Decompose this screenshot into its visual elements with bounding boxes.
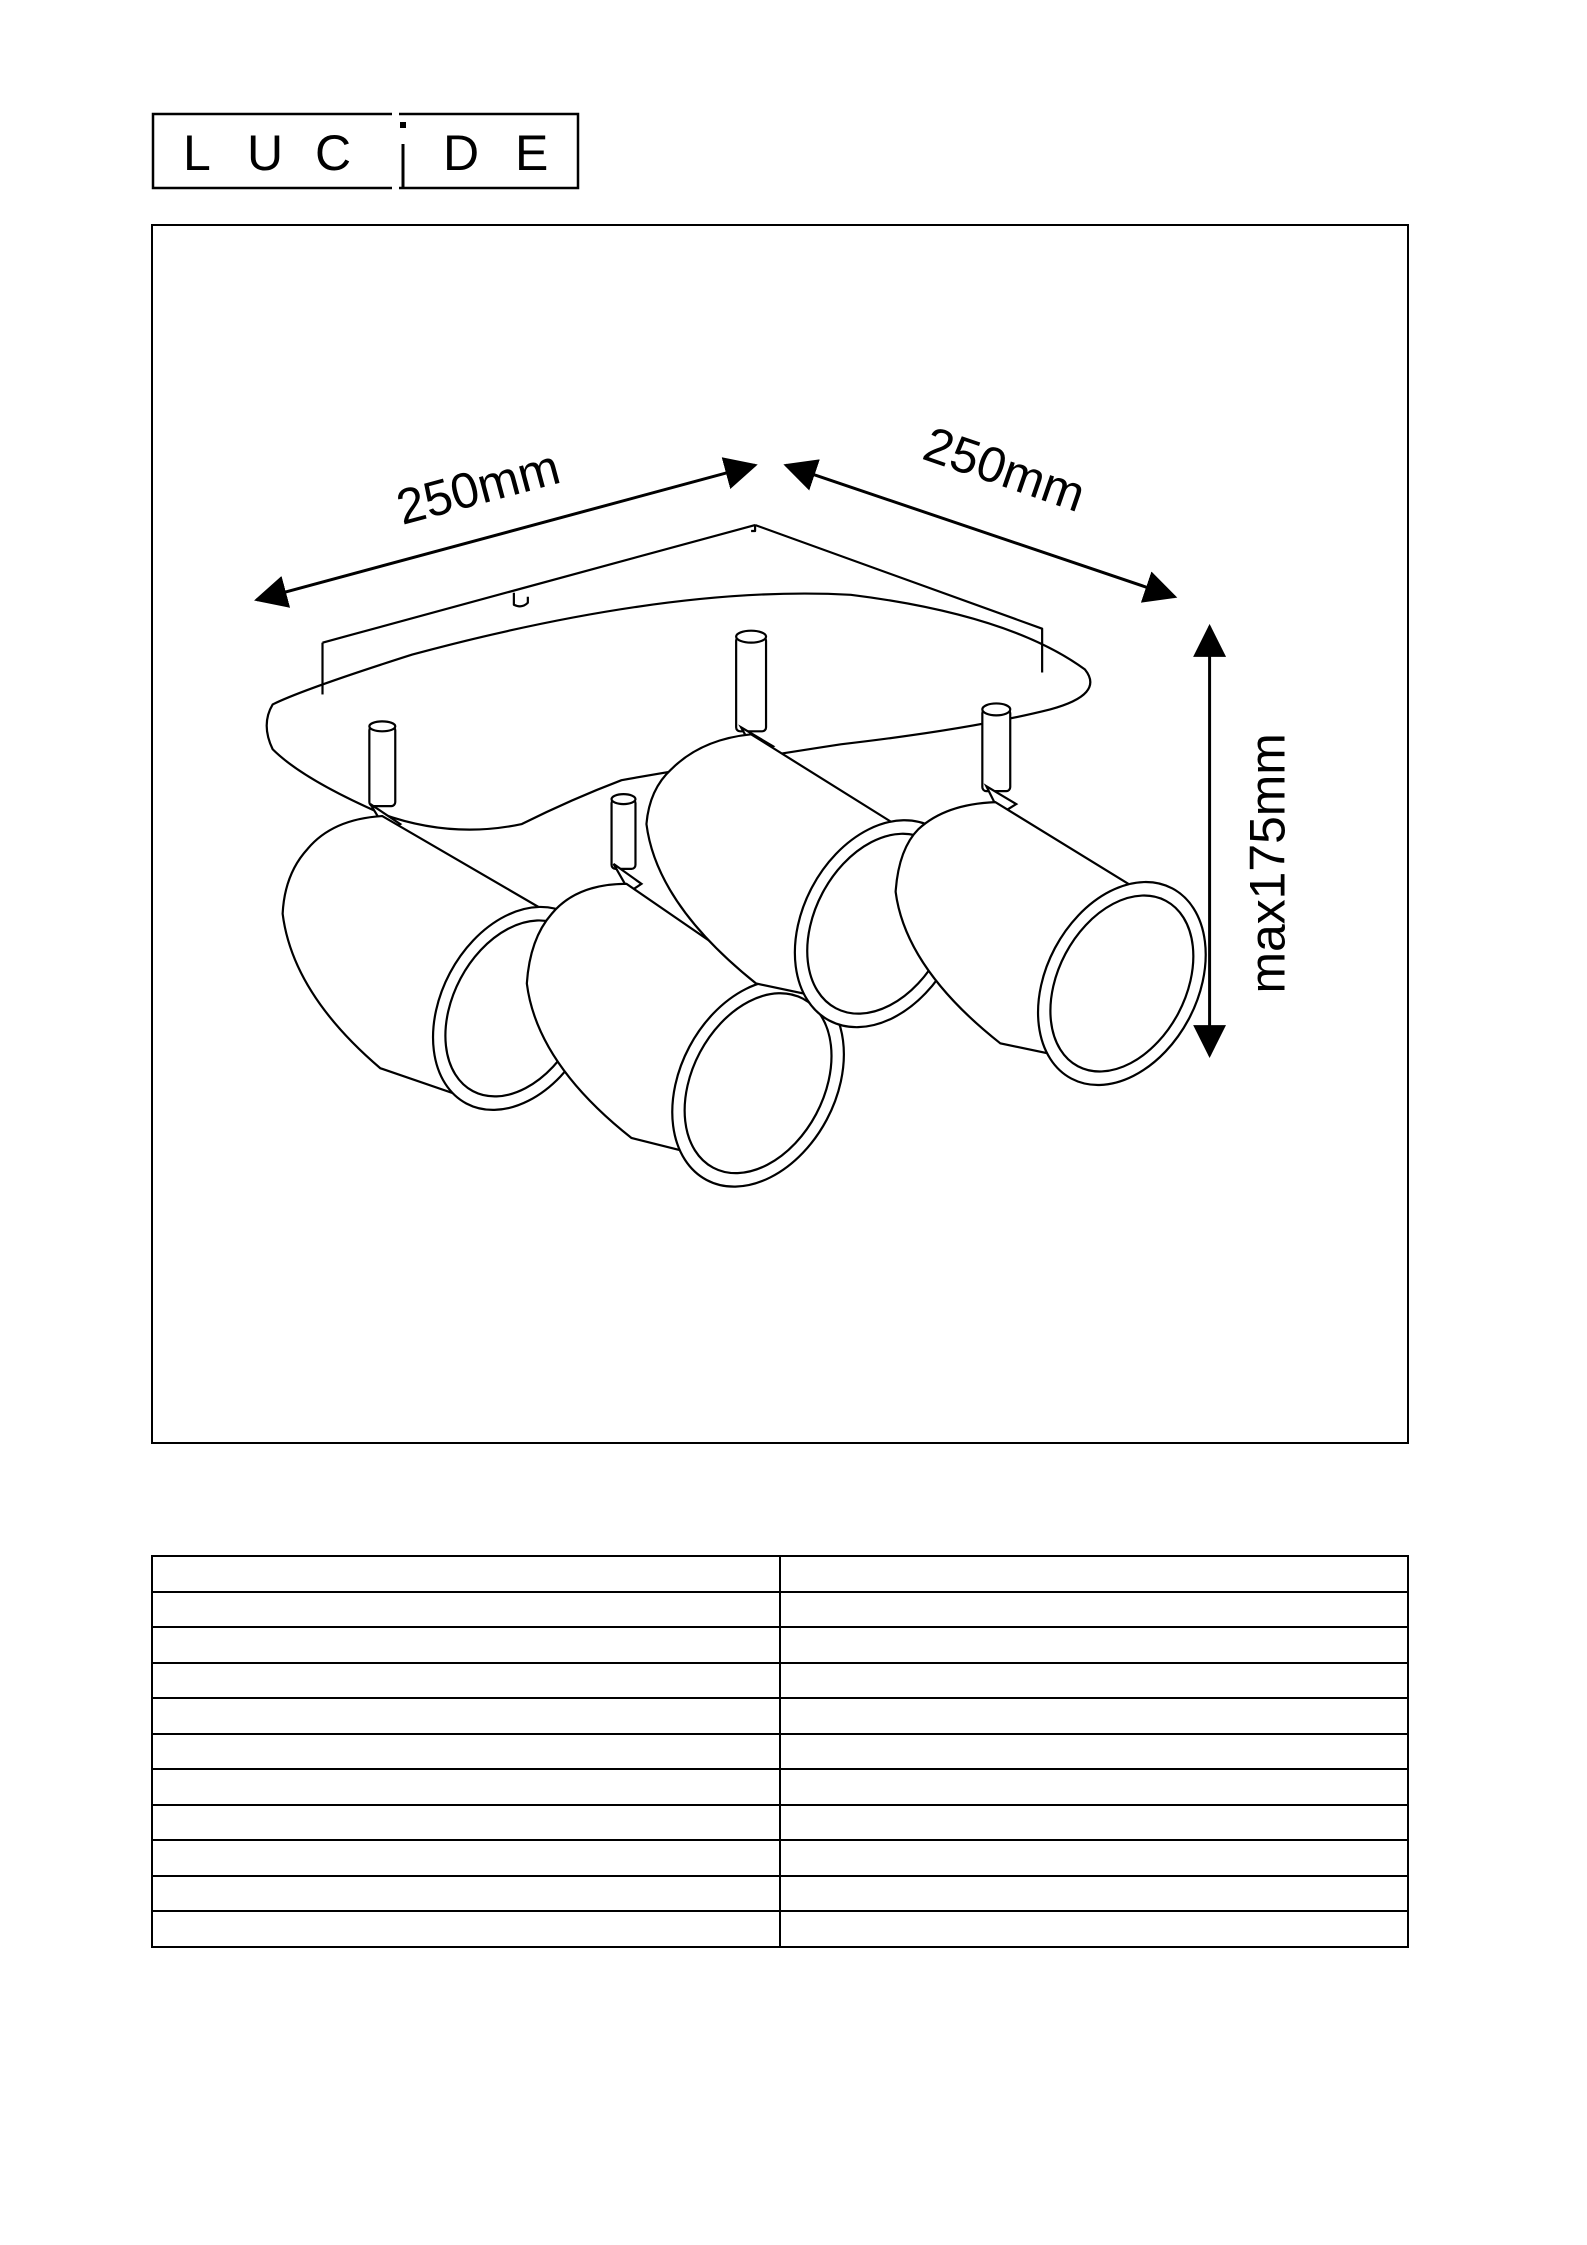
spec-value-cell xyxy=(780,1734,1408,1770)
table-row xyxy=(152,1769,1408,1805)
spec-label-cell xyxy=(152,1911,780,1947)
logo-letter-u: U xyxy=(247,125,284,181)
spec-label-cell xyxy=(152,1734,780,1770)
table-row xyxy=(152,1805,1408,1841)
spec-value-cell xyxy=(780,1876,1408,1912)
height-dimension-label: max175mm xyxy=(1239,733,1296,994)
table-row xyxy=(152,1663,1408,1699)
base-back-top-right xyxy=(755,525,1042,673)
logo-letter-l: L xyxy=(183,125,211,181)
table-row xyxy=(152,1592,1408,1628)
spot-4 xyxy=(896,703,1240,1114)
spec-value-cell xyxy=(780,1698,1408,1734)
spec-label-cell xyxy=(152,1769,780,1805)
spec-value-cell xyxy=(780,1840,1408,1876)
spec-label-cell xyxy=(152,1698,780,1734)
spec-label-cell xyxy=(152,1592,780,1628)
logo-letter-c: C xyxy=(315,125,352,181)
table-row xyxy=(152,1627,1408,1663)
table-row xyxy=(152,1840,1408,1876)
width-dimension-label: 250mm xyxy=(390,438,566,536)
logo-letter-e: E xyxy=(515,125,549,181)
spec-label-cell xyxy=(152,1556,780,1592)
table-row xyxy=(152,1734,1408,1770)
product-drawing xyxy=(153,226,1407,1442)
spec-label-cell xyxy=(152,1876,780,1912)
depth-dimension-label: 250mm xyxy=(916,415,1093,523)
spec-value-cell xyxy=(780,1911,1408,1947)
spec-table xyxy=(151,1555,1409,1948)
table-row xyxy=(152,1876,1408,1912)
spec-value-cell xyxy=(780,1805,1408,1841)
logo-letter-d: D xyxy=(443,125,480,181)
spec-label-cell xyxy=(152,1627,780,1663)
logo-letter-i-dot xyxy=(400,122,406,128)
table-row xyxy=(152,1698,1408,1734)
logo-graphic xyxy=(151,112,580,190)
spec-value-cell xyxy=(780,1627,1408,1663)
spec-value-cell xyxy=(780,1769,1408,1805)
spec-table-body xyxy=(152,1556,1408,1947)
spec-label-cell xyxy=(152,1663,780,1699)
brand-logo xyxy=(151,112,580,190)
spec-label-cell xyxy=(152,1805,780,1841)
table-row xyxy=(152,1556,1408,1592)
spec-value-cell xyxy=(780,1556,1408,1592)
product-drawing-frame xyxy=(151,224,1409,1444)
table-row xyxy=(152,1911,1408,1947)
spec-value-cell xyxy=(780,1592,1408,1628)
spec-value-cell xyxy=(780,1663,1408,1699)
spec-label-cell xyxy=(152,1840,780,1876)
